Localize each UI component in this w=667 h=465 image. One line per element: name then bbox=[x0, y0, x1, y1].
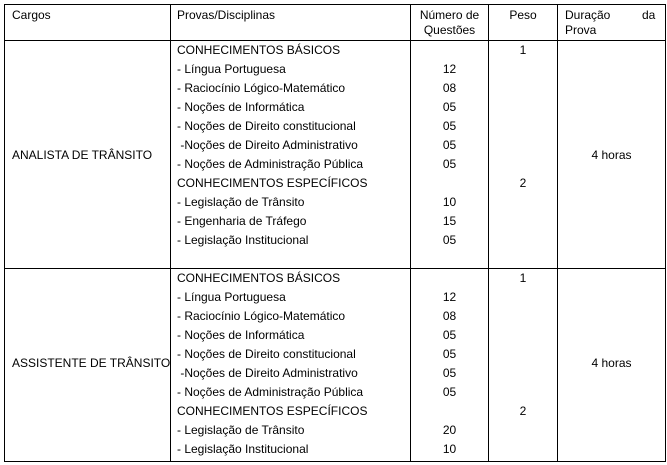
disciplina-row: - Legislação de Trânsito bbox=[177, 423, 305, 437]
disciplina-row: -Noções de Direito Administrativo bbox=[177, 366, 358, 380]
peso-value: 2 bbox=[519, 176, 527, 190]
questoes-value: 05 bbox=[442, 233, 457, 247]
questoes-value: 12 bbox=[442, 290, 457, 304]
questoes-value: 08 bbox=[442, 309, 457, 323]
duracao-analista: 4 horas bbox=[591, 148, 632, 162]
header-numero-line2: Questões bbox=[423, 23, 476, 37]
disciplina-row: - Noções de Informática bbox=[177, 100, 305, 114]
disciplina-row: - Noções de Administração Pública bbox=[177, 385, 364, 399]
header-duracao-line1-da: da bbox=[642, 8, 656, 22]
disciplina-row: CONHECIMENTOS ESPECÍFICOS bbox=[177, 404, 368, 418]
disciplina-row: CONHECIMENTOS ESPECÍFICOS bbox=[177, 176, 368, 190]
questoes-value: 05 bbox=[442, 138, 457, 152]
questoes-value: 05 bbox=[442, 347, 457, 361]
disciplina-row: - Noções de Administração Pública bbox=[177, 157, 364, 171]
peso-value: 1 bbox=[519, 271, 527, 285]
questoes-value: 05 bbox=[442, 366, 457, 380]
cargo-assistente: ASSISTENTE DE TRÂNSITO bbox=[12, 356, 171, 370]
disciplina-row: CONHECIMENTOS BÁSICOS bbox=[177, 271, 341, 285]
questoes-value: 12 bbox=[442, 62, 457, 76]
questoes-value: 05 bbox=[442, 119, 457, 133]
disciplina-row: - Legislação Institucional bbox=[177, 442, 309, 456]
header-provas: Provas/Disciplinas bbox=[177, 8, 276, 22]
cargo-analista: ANALISTA DE TRÂNSITO bbox=[12, 148, 153, 162]
disciplina-row: - Legislação Institucional bbox=[177, 233, 309, 247]
questoes-value: 05 bbox=[442, 100, 457, 114]
disciplina-row: CONHECIMENTOS BÁSICOS bbox=[177, 43, 341, 57]
header-cargos: Cargos bbox=[12, 8, 51, 22]
disciplina-row: - Noções de Informática bbox=[177, 328, 305, 342]
peso-value: 2 bbox=[519, 404, 527, 418]
header-duracao-line2: Prova bbox=[565, 23, 597, 37]
questoes-value: 05 bbox=[442, 157, 457, 171]
header-peso: Peso bbox=[509, 8, 537, 22]
disciplina-row: - Engenharia de Tráfego bbox=[177, 214, 307, 228]
header-duracao-line1: Duração bbox=[565, 8, 611, 22]
disciplina-row: - Noções de Direito constitucional bbox=[177, 347, 356, 361]
disciplina-row: - Raciocínio Lógico-Matemático bbox=[177, 309, 346, 323]
disciplina-row: - Noções de Direito constitucional bbox=[177, 119, 356, 133]
peso-value: 1 bbox=[519, 43, 527, 57]
questoes-value: 05 bbox=[442, 328, 457, 342]
questoes-value: 05 bbox=[442, 385, 457, 399]
disciplina-row: - Língua Portuguesa bbox=[177, 62, 286, 76]
questoes-value: 10 bbox=[442, 442, 457, 456]
duracao-assistente: 4 horas bbox=[591, 356, 632, 370]
disciplina-row: - Legislação de Trânsito bbox=[177, 195, 305, 209]
questoes-value: 08 bbox=[442, 81, 457, 95]
header-numero-line1: Número de bbox=[419, 8, 480, 22]
questoes-value: 10 bbox=[442, 195, 457, 209]
disciplina-row: - Raciocínio Lógico-Matemático bbox=[177, 81, 346, 95]
disciplina-row: -Noções de Direito Administrativo bbox=[177, 138, 358, 152]
questoes-value: 15 bbox=[442, 214, 457, 228]
disciplina-row: - Língua Portuguesa bbox=[177, 290, 286, 304]
questoes-value: 20 bbox=[442, 423, 457, 437]
